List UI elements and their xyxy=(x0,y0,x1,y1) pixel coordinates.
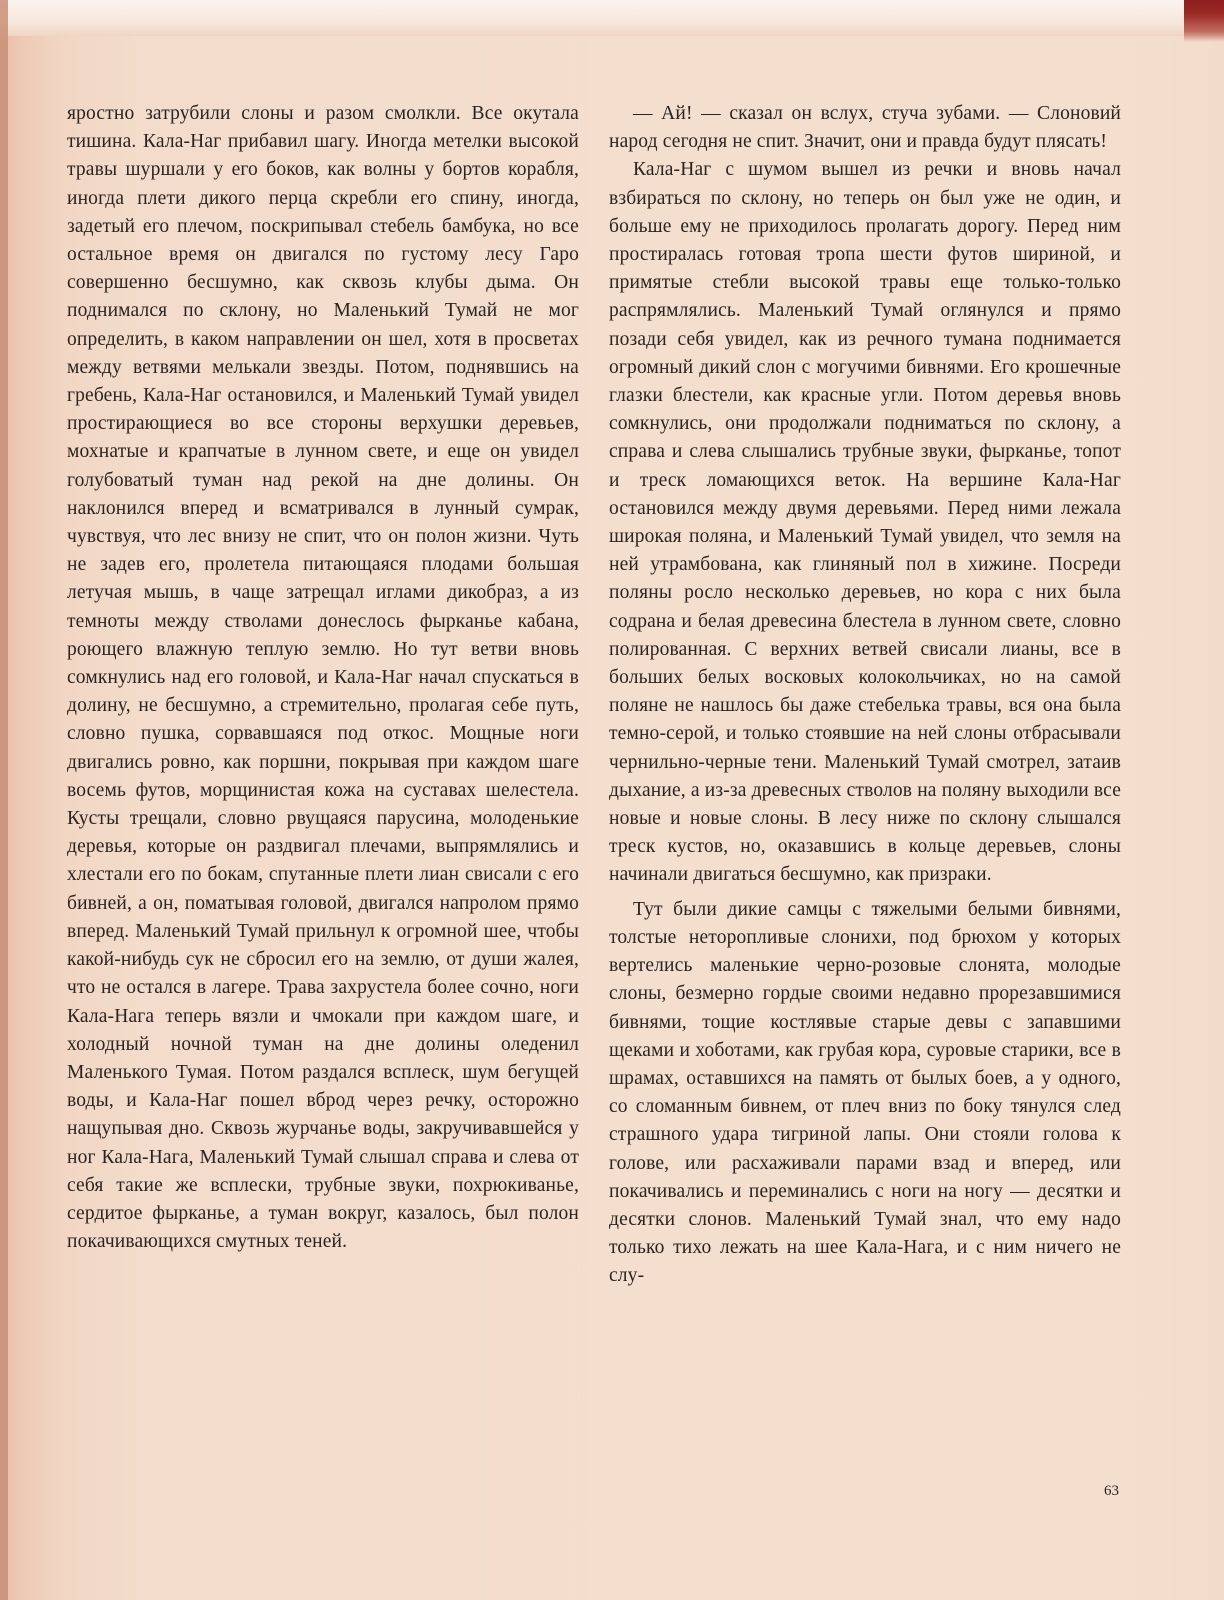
paragraph-right-2: Кала-Наг с шумом вышел из речки и вновь начал взбираться по склону, но теперь он был уже не один, и больше ему не приходилось пролагать дорогу. Перед ним простиралась готовая тропа шести футов шириной, и примятые стебли высокой травы еще только-только распрямлялись. Маленький Тумай оглянулся и прямо позади себя увидел, как из речного тумана поднимается огромный дикий слон с могучими бивнями. Его крошечные глазки блестели, как красные угли. Потом деревья вновь сомкнулись, они продолжали подниматься по склону, а справа и слева слышались трубные звуки, фырканье, топот и треск ломающихся веток. На вершине Кала-Наг остановился между двумя деревьями. Перед ними лежала широкая поляна, и Маленький Тумай увидел, что земля на ней утрамбована, как глиняный пол в хижине. Посреди поляны росло несколько деревьев, но кора с них была содрана и белая древесина блестела в лунном свете, словно полированная. С верхних ветвей свисали лианы, все в больших белых восковых колокольчиках, но на самой поляне не нашлось бы даже стебелька травы, вся она была темно-серой, и только стоявшие на ней слоны отбрасывали чернильно-черные тени. Маленький Тумай смотрел, затаив дыхание, а из-за древесных стволов на поляну выходили все новые и новые слоны. В лесу ниже по склону слышался треск кустов, но, оказавшись в кольце деревьев, слоны начинали двигаться бесшумно, как призраки. xyxy=(609,159,1121,886)
book-cover-corner xyxy=(1184,0,1224,42)
paragraph-left-1: яростно затрубили слоны и разом смолкли. Все окутала тишина. Кала-Наг прибавил шагу. Иногда метелки высокой травы шуршали у его боков, как волны у бортов корабля, иногда плети дикого перца скребли его спину, иногда, задетый его плечом, поскрипывал стебель бамбука, но все остальное время он двигался по густому лесу Гаро совершенно бесшумно, как сквозь клубы дыма. Он поднимался по склону, но Маленький Тумай не мог определить, в каком направлении он шел, хотя в просветах между ветвями мелькали звезды. Потом, поднявшись на гребень, Кала-Наг остановился, и Маленький Тумай увидел простирающиеся во все стороны верхушки деревьев, мохнатые и крапчатые в лунном свете, и еще он увидел голубоватый туман над рекой на дне долины. Он наклонился вперед и всматривался в лунный сумрак, чувствуя, что лес внизу не спит, что он полон жизни. Чуть не задев его, пролетела питающаяся плодами большая летучая мышь, в чаще затрещал иглами дикобраз, а из темноты между стволами донеслось фырканье кабана, роющего влажную теплую землю. Но тут ветви вновь сомкнулись над его головой, и Кала-Наг начал спускаться в долину, не бесшумно, а стремительно, пролагая себе путь, словно пушка, сорвавшаяся под откос. Мощные ноги двигались ровно, как поршни, покрывая при каждом шаге восемь футов, морщинистая кожа на суставах шелестела. Кусты трещали, словно рвущаяся парусина, молоденькие деревья, которые он раздвигал плечами, выпрямлялись и хлестали его по бокам, спутанные плети лиан свисали с его бивней, а он, поматывая головой, двигался напролом прямо вперед. Маленький Тумай прильнул к огромной шее, чтобы какой-нибудь сук не сбросил его на землю, от души жалея, что не остался в лагере. Трава захрустела более сочно, ноги Кала-Нага теперь вязли и чмокали при каждом шаге, и холодный ночной туман на дне долины оледенил Маленького Тумая. Потом раздался всплеск, шум бегущей воды, и Кала-Наг пошел вброд через речку, осторожно нащупывая дно. Сквозь журчанье воды, закручивавшейся у ног Кала-Нага, Маленький Тумай слышал справа и слева от себя такие же всплески, трубные звуки, похрюкиванье, сердитое фырканье, а туман вокруг, казалось, был полон покачивающихся смутных теней. xyxy=(67,103,579,1253)
page-top-edge xyxy=(0,0,1224,36)
page-number: 63 xyxy=(1104,1483,1119,1499)
page-binding-edge xyxy=(0,0,8,1600)
right-text-column xyxy=(609,100,1121,1291)
paragraph-right-1: — Ай! — сказал он вслух, стуча зубами. — Слоновий народ сегодня не спит. Значит, они и правда будут плясать! xyxy=(609,103,1121,153)
paragraph-right-3: Тут были дикие самцы с тяжелыми белыми бивнями, толстые неторопливые слонихи, под брюхом у которых вертелись маленькие черно-розовые слонята, молодые слоны, безмерно гордые своими недавно прорезавшимися бивнями, тощие костлявые старые девы с запавшими щеками и хоботами, как грубая кора, суровые старики, все в шрамах, оставшихся на память от былых боев, а у одного, со сломанным бивнем, от плеч вниз по боку тянулся след страшного удара тигриной лапы. Они стояли голова к голове, или расхаживали парами взад и вперед, или покачивались и переминались с ноги на ногу — десятки и десятки слонов. Маленький Тумай знал, что ему надо только тихо лежать на шее Кала-Нага, и с ним ничего не слу- xyxy=(609,898,1121,1287)
left-text-column xyxy=(67,100,579,1256)
